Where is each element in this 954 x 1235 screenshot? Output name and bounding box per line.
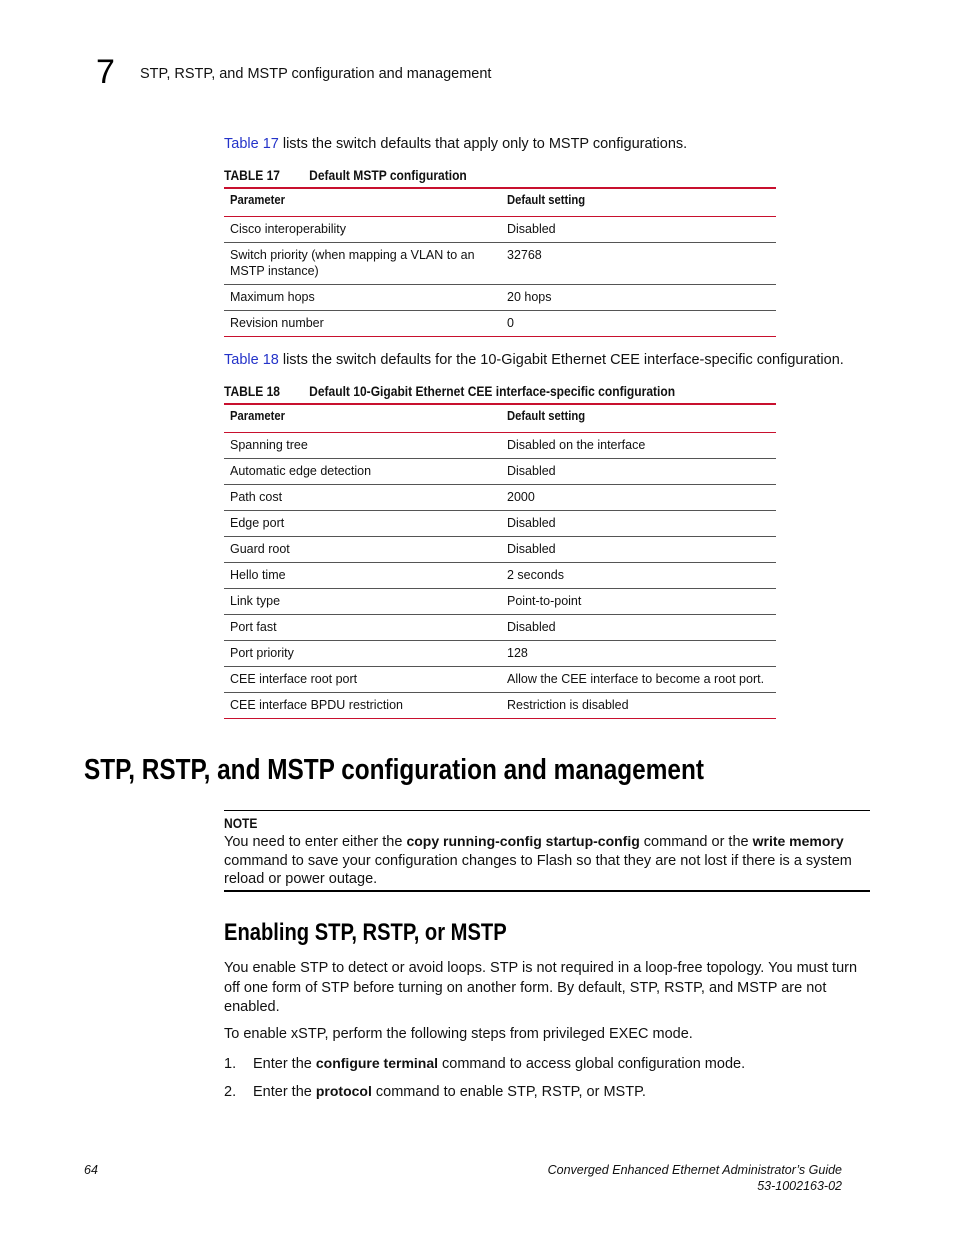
table-cell-parameter: Hello time (230, 568, 286, 582)
step-text: command to enable STP, RSTP, or MSTP. (371, 1084, 646, 1100)
step-item (224, 1054, 745, 1073)
table-row (224, 433, 776, 459)
table-row (224, 311, 776, 337)
table-cell-parameter: Cisco interoperability (230, 222, 347, 236)
page-number: 64 (84, 1163, 98, 1177)
table-cell-default: Disabled (507, 222, 556, 236)
chapter-running-title: STP, RSTP, and MSTP configuration and management (140, 66, 492, 82)
table18-link[interactable]: Table 18 (224, 352, 279, 368)
table-row (224, 563, 776, 589)
table-cell-parameter: Maximum hops (230, 290, 315, 304)
table-cell-default: Disabled on the interface (507, 438, 646, 452)
paragraph: You enable STP to detect or avoid loops. STP is not required in a loop-free topology. You must turn off one form of STP before turning on another form. By default, STP, RSTP, and MSTP are not enabled. (224, 960, 858, 1015)
note-text-part: You need to enter either the (224, 834, 407, 850)
table-cell-parameter: Switch priority (when mapping a VLAN to an MSTP instance) (230, 248, 475, 278)
section-heading: STP, RSTP, and MSTP configuration and management (84, 754, 704, 786)
table-cell-default: 2000 (507, 490, 535, 504)
step-item (224, 1082, 646, 1101)
step-number: 1. (224, 1056, 237, 1072)
table-row (224, 667, 776, 693)
table18-caption (224, 382, 675, 400)
table-cell-default: 20 hops (507, 290, 552, 304)
footer-doc-id: 53-1002163-02 (757, 1179, 842, 1193)
table-cell-default: Disabled (507, 542, 556, 556)
table17-header-default: Default setting (507, 193, 586, 207)
table-cell-default: 2 seconds (507, 568, 564, 582)
table-cell-default: Restriction is disabled (507, 698, 629, 712)
step-text: Enter the (253, 1084, 316, 1100)
footer-guide-title: Converged Enhanced Ethernet Administrator’s Guide (547, 1163, 842, 1177)
table-cell-parameter: Revision number (230, 316, 324, 330)
table18-header-default: Default setting (507, 409, 586, 423)
table17-title: Default MSTP configuration (309, 167, 467, 183)
step-text: Enter the (253, 1056, 316, 1072)
table-row (224, 511, 776, 537)
table18-intro (224, 351, 844, 369)
table-cell-default: Point-to-point (507, 594, 582, 608)
table-cell-parameter: Spanning tree (230, 438, 308, 452)
table-row (224, 615, 776, 641)
table-row (224, 285, 776, 311)
table-cell-parameter: CEE interface root port (230, 672, 358, 686)
step-command: protocol (315, 1083, 372, 1099)
table-cell-parameter: Port fast (230, 620, 277, 634)
step-text: command to access global configuration mode. (438, 1056, 746, 1072)
table18-header-row (224, 403, 776, 433)
table17-header-parameter: Parameter (230, 193, 286, 207)
table-cell-parameter: CEE interface BPDU restriction (230, 698, 403, 712)
step-command: configure terminal (315, 1055, 439, 1071)
table17-intro (224, 135, 687, 153)
table-cell-default: Disabled (507, 516, 556, 530)
table-cell-parameter: Guard root (230, 542, 290, 556)
table17-intro-text: lists the switch defaults that apply only to MSTP configurations. (278, 136, 688, 152)
table-row (224, 641, 776, 667)
table17-label: TABLE 17 (224, 167, 280, 183)
table18-title: Default 10-Gigabit Ethernet CEE interface-specific configuration (309, 383, 676, 399)
table-cell-default: Disabled (507, 464, 556, 478)
table17-header-row (224, 187, 776, 217)
table-row (224, 243, 776, 285)
note-text-part: command to save your configuration changes to Flash so that they are not lost if there is a system reload or power outage. (224, 852, 852, 887)
note-command-write: write memory (752, 833, 844, 849)
paragraph: To enable xSTP, perform the following steps from privileged EXEC mode. (224, 1026, 693, 1042)
table18-header-parameter: Parameter (230, 409, 286, 423)
table-row (224, 537, 776, 563)
step-number: 2. (224, 1084, 237, 1100)
table-cell-default: 32768 (507, 248, 542, 262)
table-cell-parameter: Edge port (230, 516, 285, 530)
table-cell-default: Disabled (507, 620, 556, 634)
note-label: NOTE (224, 815, 258, 831)
table-row (224, 459, 776, 485)
table-row (224, 693, 776, 719)
table-cell-parameter: Path cost (230, 490, 283, 504)
table-row (224, 589, 776, 615)
table-row (224, 217, 776, 243)
note-box (224, 810, 870, 892)
table-cell-parameter: Link type (230, 594, 281, 608)
note-text (224, 832, 870, 889)
table-cell-parameter: Automatic edge detection (230, 464, 372, 478)
note-command-copy: copy running-config startup-config (406, 833, 640, 849)
table-cell-default: Allow the CEE interface to become a root port. (507, 672, 765, 686)
table-cell-parameter: Port priority (230, 646, 294, 660)
table-row (224, 485, 776, 511)
note-text-part: command or the (639, 834, 753, 850)
table18-intro-text: lists the switch defaults for the 10-Gigabit Ethernet CEE interface-specific configuration. (278, 352, 844, 368)
table17 (224, 187, 776, 337)
table17-caption (224, 166, 467, 184)
subsection-heading: Enabling STP, RSTP, or MSTP (224, 919, 507, 946)
table18 (224, 403, 776, 719)
table-cell-default: 0 (507, 316, 514, 330)
chapter-number: 7 (96, 53, 115, 91)
table17-link[interactable]: Table 17 (224, 136, 279, 152)
table-cell-default: 128 (507, 646, 528, 660)
table18-label: TABLE 18 (224, 383, 280, 399)
